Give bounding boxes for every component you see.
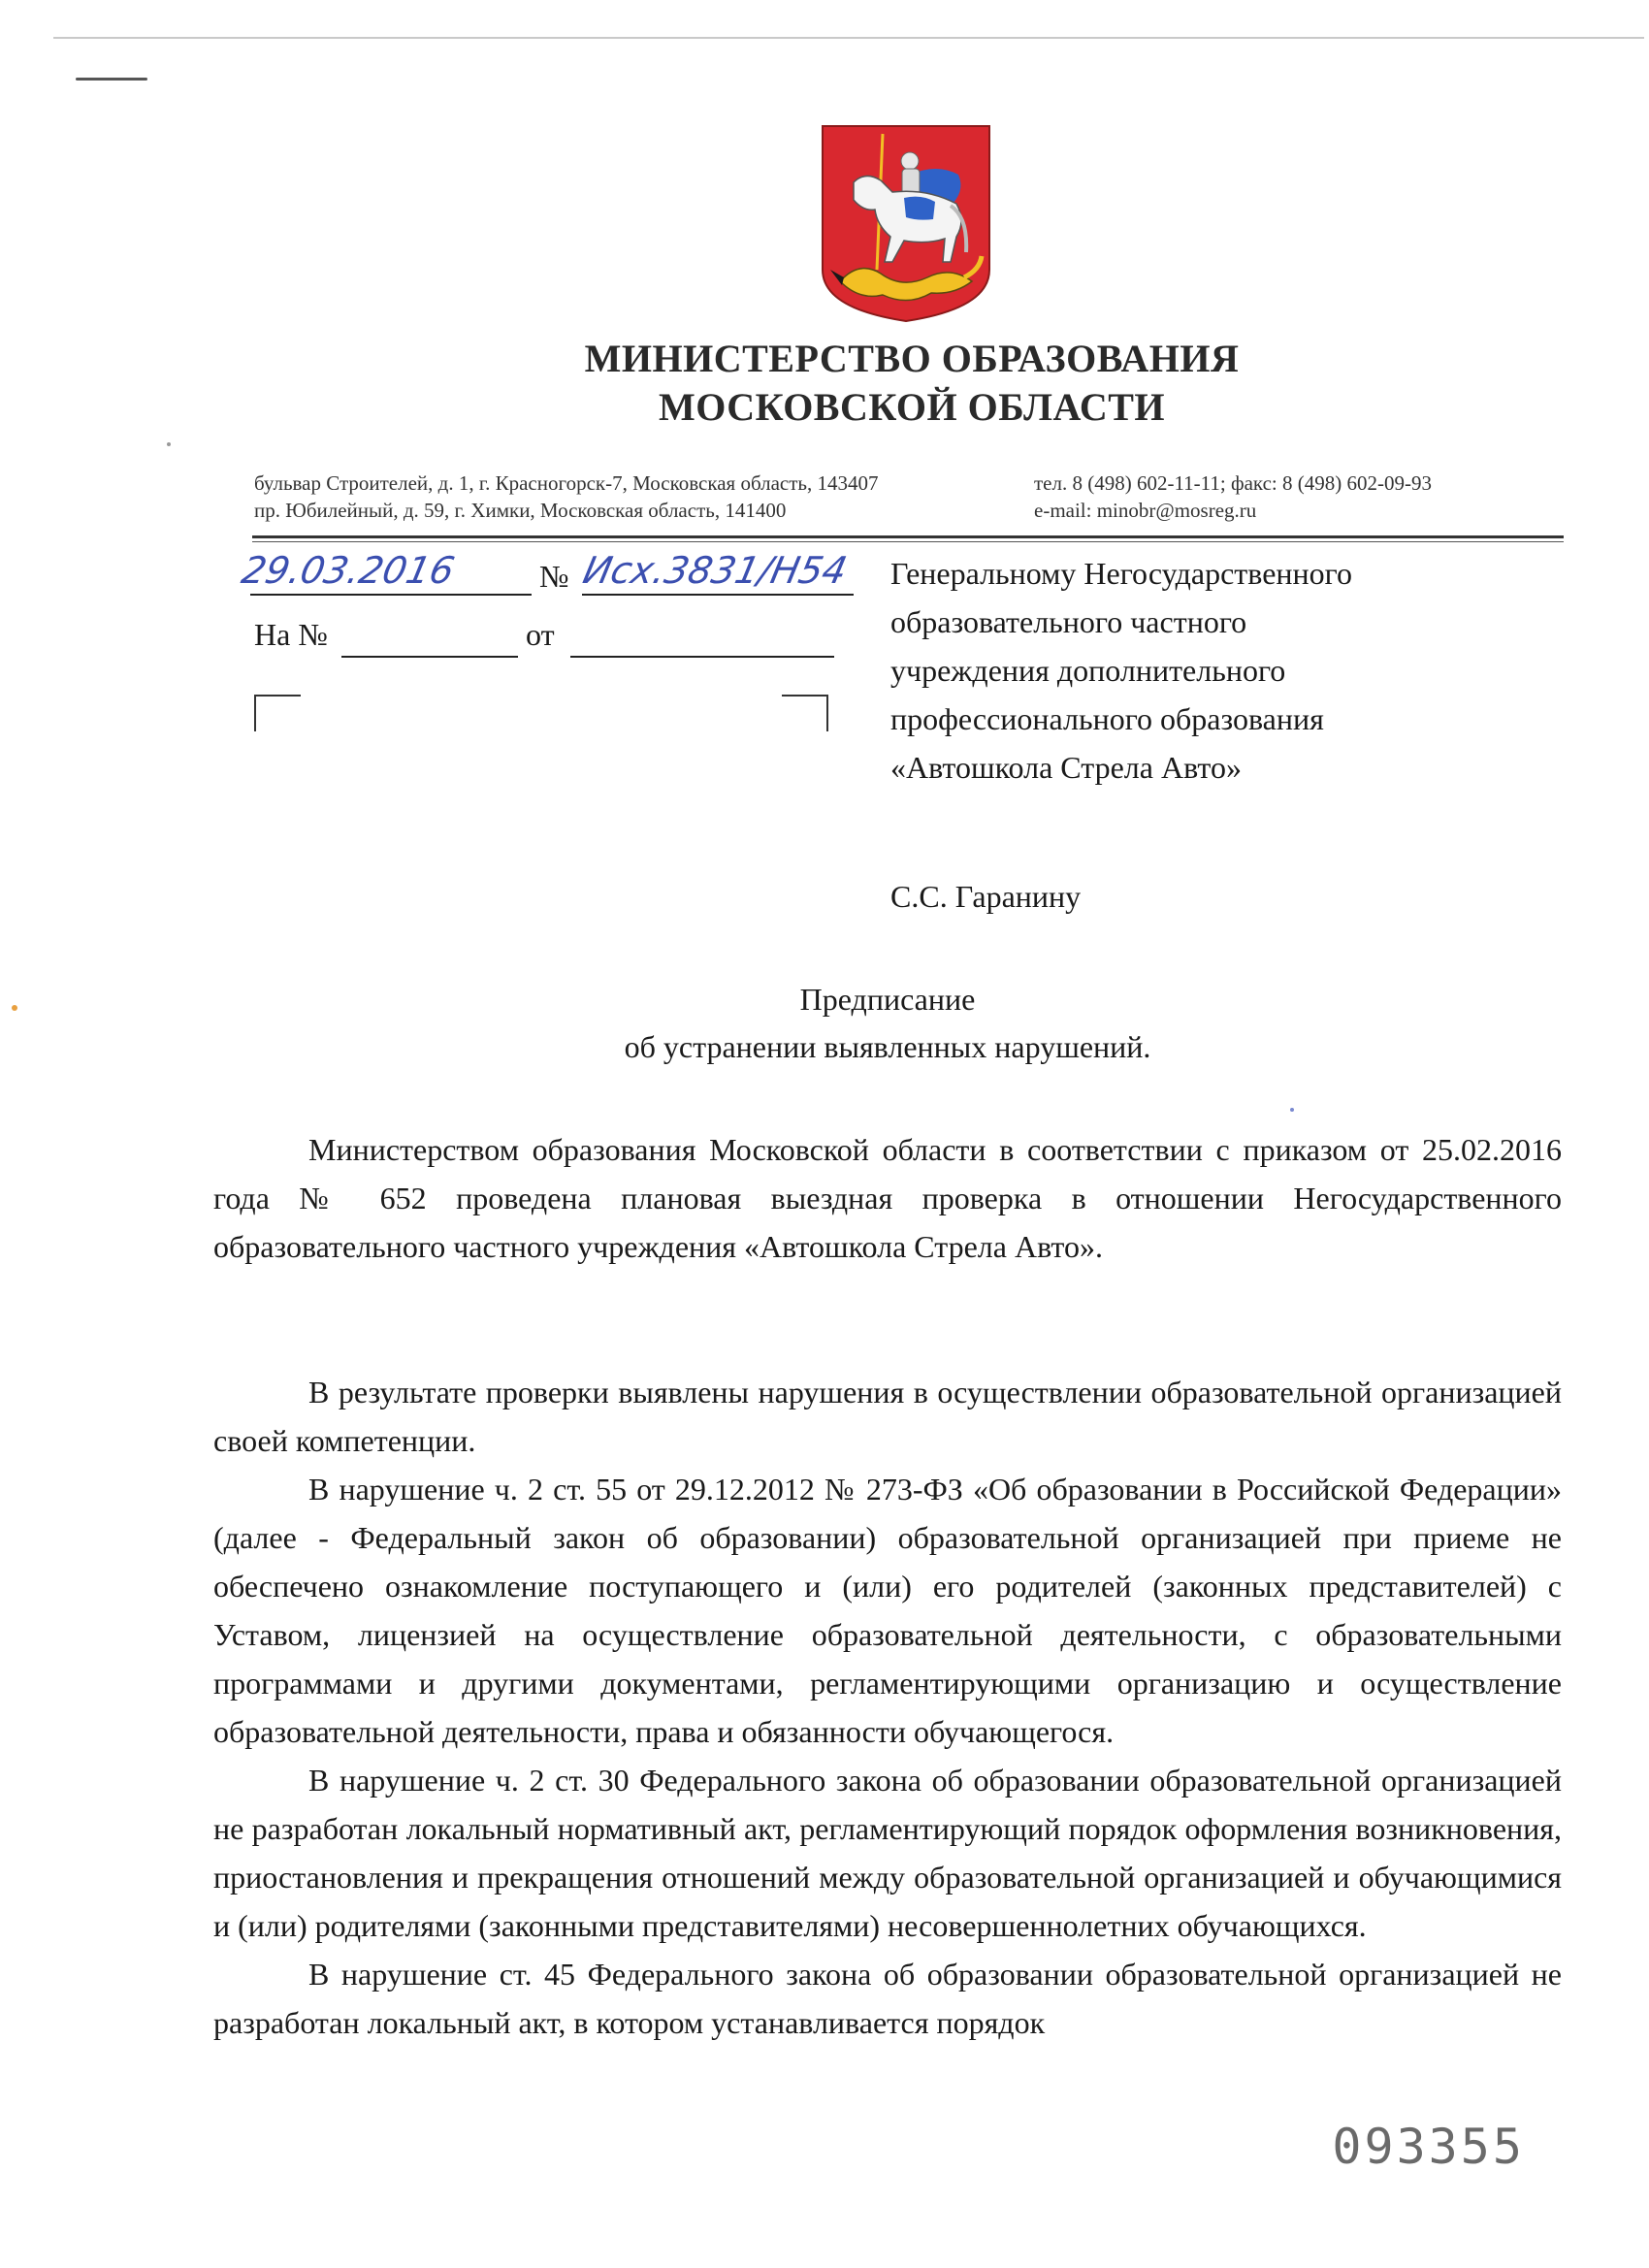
addressee-line: Генеральному Негосударственного bbox=[890, 556, 1352, 591]
reply-number-label: На № bbox=[254, 617, 328, 652]
reply-from-line bbox=[570, 656, 834, 658]
addressee-line: «Автошкола Стрела Авто» bbox=[890, 750, 1242, 785]
header-rule bbox=[252, 535, 1564, 538]
recipient-name: С.С. Гаранину bbox=[890, 879, 1082, 914]
paragraph-text: В результате проверки выявлены нарушения в осуществлении образовательной организацией своей компетенции. bbox=[213, 1375, 1562, 1458]
coat-of-arms-emblem bbox=[821, 124, 991, 323]
phone-fax: тел. 8 (498) 602-11-11; факс: 8 (498) 602-09-93 bbox=[1034, 471, 1432, 495]
number-line bbox=[582, 594, 854, 596]
scan-edge bbox=[53, 37, 1644, 39]
paragraph-text: В нарушение ч. 2 ст. 30 Федерального закона об образовании образовательной организацией не разработан локальный нормативный акт, регламентирующий порядок оформления возникновения, приостановления и прекращения отношений между образовательной организацией и обучающимися и (или) родителями (законными представителями) несовершеннолетних обучающихся. bbox=[213, 1763, 1562, 1943]
scan-speck bbox=[12, 1005, 17, 1011]
addressee-line: учреждения дополнительного bbox=[890, 653, 1286, 688]
scan-speck bbox=[1290, 1108, 1294, 1112]
paragraph-inspection bbox=[213, 1125, 1562, 1271]
scan-mark bbox=[76, 78, 147, 81]
document-title: Предписание bbox=[799, 982, 976, 1017]
paragraph-text: В нарушение ч. 2 ст. 55 от 29.12.2012 № 273-ФЗ «Об образовании в Российской Федерации» (далее - Федеральный закон об образовании) образовательной организацией при приеме не обеспечено ознакомление поступающего и (или) его родителей (законных представителей) с Уставом, лицензией на осуществление образовательной деятельности, с образовательными программами и другими документами, регламентирующими организацию и осуществление образовательной деятельности, права и обязанности обучающегося. bbox=[213, 1472, 1562, 1749]
ministry-name-line1: МИНИСТЕРСТВО ОБРАЗОВАНИЯ bbox=[584, 337, 1240, 380]
date-line bbox=[250, 594, 532, 596]
ministry-name-line2: МОСКОВСКОЙ ОБЛАСТИ bbox=[658, 385, 1166, 429]
address-khimki: пр. Юбилейный, д. 59, г. Химки, Московская область, 141400 bbox=[254, 499, 787, 522]
paragraph-text: В нарушение ст. 45 Федерального закона об образовании образовательной организацией не разработан локальный акт, в котором устанавливается порядок bbox=[213, 1957, 1562, 2040]
handwritten-number: Исх.3831/Н54 bbox=[579, 549, 852, 592]
number-label: № bbox=[539, 559, 569, 594]
email: e-mail: minobr@mosreg.ru bbox=[1034, 499, 1257, 522]
reply-from-label: от bbox=[526, 617, 555, 652]
paragraph-text: Министерством образования Московской области в соответствии с приказом от 25.02.2016 года № 652 проведена плановая выездная проверка в отношении Негосударственного образовательного частного учреждения «Автошкола Стрела Авто». bbox=[213, 1132, 1562, 1264]
document-subtitle: об устранении выявленных нарушений. bbox=[624, 1029, 1151, 1064]
addressee-line: профессионального образования bbox=[890, 701, 1324, 736]
address-corner-left bbox=[254, 695, 301, 731]
address-corner-right bbox=[782, 695, 828, 731]
serial-number: 093355 bbox=[1332, 2119, 1525, 2175]
header-rule-thin bbox=[252, 541, 1564, 542]
reply-number-line bbox=[341, 656, 518, 658]
addressee-block bbox=[890, 549, 1569, 792]
handwritten-date: 29.03.2016 bbox=[238, 549, 459, 592]
address-krasnogorsk: бульвар Строителей, д. 1, г. Красногорск-7, Московская область, 143407 bbox=[254, 471, 879, 495]
paragraph-violations bbox=[213, 1368, 1562, 2047]
scan-speck bbox=[167, 442, 171, 446]
addressee-line: образовательного частного bbox=[890, 604, 1247, 639]
